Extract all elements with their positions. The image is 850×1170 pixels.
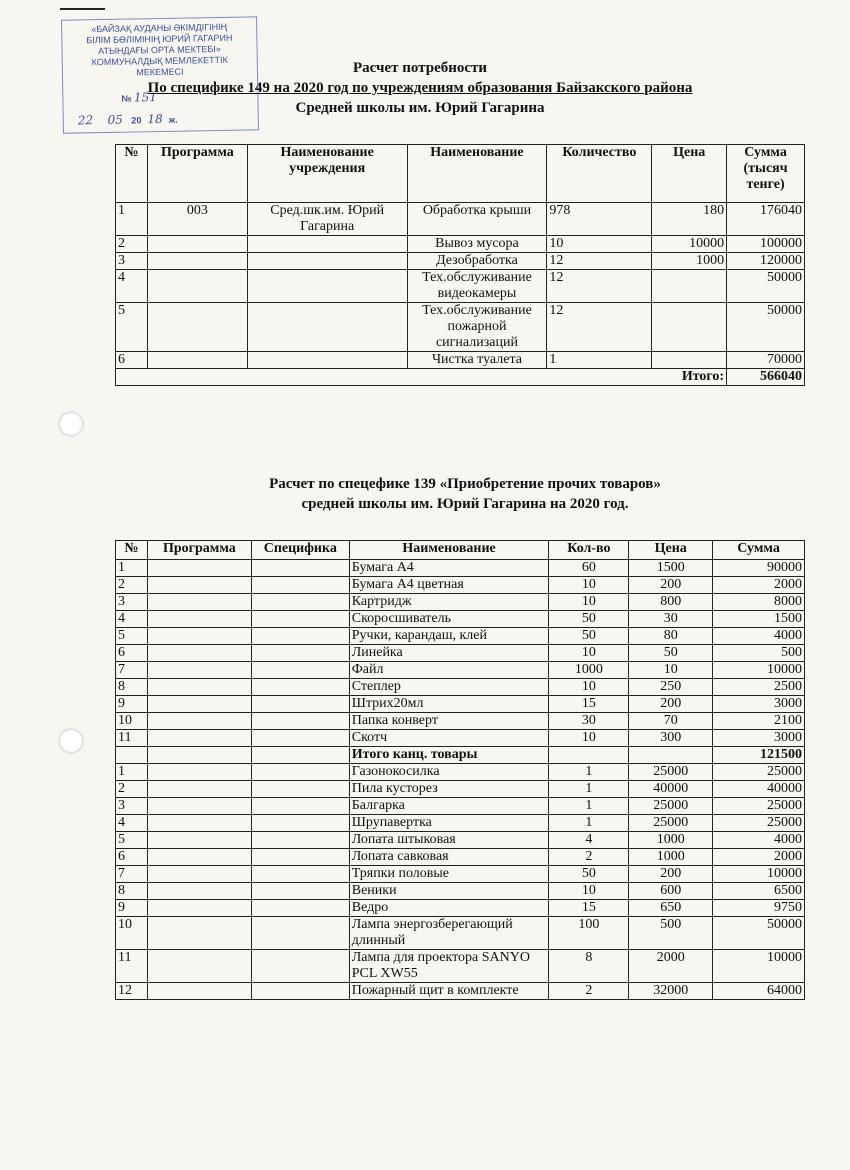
row-number: 11 [116,730,148,747]
program-cell [147,253,247,270]
table-row [116,849,805,866]
program-cell [147,560,251,577]
table-row [116,645,805,662]
item-name-cell: Тех.обслуживание видеокамеры [407,270,547,303]
row-number: 4 [116,815,148,832]
spec-cell [251,713,349,730]
doc2-title: Расчет по спецефике 139 «Приобретение прочих товаров» средней школы им. Юрий Гагарина на 2020 год. [269,476,661,512]
program-cell [147,950,251,983]
col-header: Сумма (тысяч тенге) [727,145,805,203]
program-cell [147,696,251,713]
total-label: Итого: [116,369,727,386]
row-number: 8 [116,883,148,900]
institution-cell [247,303,407,352]
spec-cell [251,866,349,883]
sum-cell: 8000 [713,594,805,611]
quantity-cell: 978 [547,203,652,236]
spec-cell [251,611,349,628]
item-name-cell: Лампа для проектора SANYO PCL XW55 [349,950,549,983]
quantity-cell: 2 [549,849,629,866]
institution-cell [247,236,407,253]
price-cell: 10000 [652,236,727,253]
program-cell [147,594,251,611]
item-name-cell: Чистка туалета [407,352,547,369]
quantity-cell: 12 [547,253,652,270]
sum-cell: 3000 [713,696,805,713]
col-header: № [116,145,148,203]
col-header: Количество [547,145,652,203]
quantity-cell: 1 [547,352,652,369]
item-name-cell: Скоросшиватель [349,611,549,628]
price-cell: 1000 [629,832,713,849]
sum-cell: 100000 [727,236,805,253]
table-row [116,611,805,628]
item-name-cell: Тряпки половые [349,866,549,883]
price-cell: 25000 [629,798,713,815]
sum-cell: 3000 [713,730,805,747]
institution-cell [247,270,407,303]
table-row [116,662,805,679]
subtotal-value: 121500 [713,747,805,764]
price-cell: 50 [629,645,713,662]
quantity-cell: 1000 [549,662,629,679]
row-number: 5 [116,303,148,352]
item-name-cell: Пожарный щит в комплекте [349,983,549,1000]
item-name-cell: Дезобработка [407,253,547,270]
program-cell [147,764,251,781]
table-row [116,900,805,917]
sum-cell: 50000 [727,303,805,352]
price-cell: 800 [629,594,713,611]
punch-hole [60,730,82,752]
subtotal-label: Итого канц. товары [349,747,549,764]
spec-cell [251,849,349,866]
table-row [116,594,805,611]
row-number: 1 [116,203,148,236]
table-row [116,730,805,747]
quantity-cell: 10 [549,594,629,611]
doc1-table [115,144,805,386]
sum-cell: 10000 [713,866,805,883]
program-cell [147,352,247,369]
table-row [116,203,805,236]
item-name-cell: Файл [349,662,549,679]
item-name-cell: Пила кусторез [349,781,549,798]
institution-cell: Сред.шк.им. Юрий Гагарина [247,203,407,236]
item-name-cell: Линейка [349,645,549,662]
row-number: 6 [116,352,148,369]
quantity-cell: 15 [549,900,629,917]
sum-cell: 50000 [713,917,805,950]
item-name-cell: Папка конверт [349,713,549,730]
sum-cell: 120000 [727,253,805,270]
table-row [116,577,805,594]
row-number: 6 [116,849,148,866]
table-row [116,950,805,983]
col-header: Программа [147,145,247,203]
item-name-cell: Бумага А4 [349,560,549,577]
item-name-cell: Обработка крыши [407,203,547,236]
item-name-cell: Ручки, карандаш, клей [349,628,549,645]
program-cell [147,645,251,662]
price-cell: 600 [629,883,713,900]
table-row [116,352,805,369]
sum-cell: 2100 [713,713,805,730]
sum-cell: 25000 [713,764,805,781]
quantity-cell: 10 [547,236,652,253]
row-number: 12 [116,983,148,1000]
price-cell: 32000 [629,983,713,1000]
row-number: 3 [116,253,148,270]
table-row [116,815,805,832]
quantity-cell: 10 [549,679,629,696]
price-cell [652,270,727,303]
spec-cell [251,730,349,747]
price-cell: 30 [629,611,713,628]
sum-cell: 6500 [713,883,805,900]
item-name-cell: Газонокосилка [349,764,549,781]
price-cell: 40000 [629,781,713,798]
price-cell: 500 [629,917,713,950]
spec-cell [251,781,349,798]
table-row [116,679,805,696]
empty-cell [251,747,349,764]
spec-cell [251,577,349,594]
row-number: 1 [116,560,148,577]
price-cell: 10 [629,662,713,679]
program-cell [147,611,251,628]
table-row [116,696,805,713]
stamp-line: «БАЙЗАҚ АУДАНЫ ӘКІМДІГІНІҢ [91,21,228,35]
sum-cell: 10000 [713,662,805,679]
table-row [116,798,805,815]
sum-cell: 2500 [713,679,805,696]
spec-cell [251,950,349,983]
spec-cell [251,662,349,679]
item-name-cell: Бумага А4 цветная [349,577,549,594]
spec-cell [251,815,349,832]
stamp-date: 22 05 20 18 ж. [77,111,178,128]
program-cell [147,713,251,730]
item-name-cell: Балгарка [349,798,549,815]
quantity-cell: 50 [549,628,629,645]
program-cell [147,662,251,679]
item-name-cell: Лопата савковая [349,849,549,866]
price-cell: 200 [629,577,713,594]
table-row [116,917,805,950]
price-cell: 180 [652,203,727,236]
col-header: Наименование учреждения [247,145,407,203]
row-number: 5 [116,628,148,645]
row-number: 8 [116,679,148,696]
price-cell: 1500 [629,560,713,577]
sum-cell: 40000 [713,781,805,798]
program-cell [147,577,251,594]
sum-cell: 176040 [727,203,805,236]
price-cell [652,303,727,352]
item-name-cell: Шрупавертка [349,815,549,832]
item-name-cell: Вывоз мусора [407,236,547,253]
spec-cell [251,594,349,611]
empty-cell [116,747,148,764]
row-number: 10 [116,713,148,730]
sum-cell: 10000 [713,950,805,983]
item-name-cell: Тех.обслуживание пожарной сигнализаций [407,303,547,352]
quantity-cell: 4 [549,832,629,849]
col-header: Сумма [713,541,805,560]
table-row [116,236,805,253]
program-cell [147,832,251,849]
sum-cell: 4000 [713,628,805,645]
spec-cell [251,900,349,917]
spec-cell [251,917,349,950]
row-number: 6 [116,645,148,662]
sum-cell: 70000 [727,352,805,369]
stamp-line: КОММУНАЛДЫҚ МЕМЛЕКЕТТІК [91,54,228,68]
stamp-line: БІЛІМ БӨЛІМІНІҢ ЮРИЙ ГАГАРИН [86,32,233,46]
row-number: 11 [116,950,148,983]
quantity-cell: 30 [549,713,629,730]
spec-cell [251,696,349,713]
program-cell [147,679,251,696]
row-number: 2 [116,236,148,253]
row-number: 7 [116,866,148,883]
program-cell [147,730,251,747]
price-cell: 25000 [629,815,713,832]
sum-cell: 90000 [713,560,805,577]
program-cell [147,917,251,950]
total-value: 566040 [727,369,805,386]
table-row [116,270,805,303]
program-cell [147,866,251,883]
col-header: Кол-во [549,541,629,560]
price-cell: 200 [629,866,713,883]
sum-cell: 50000 [727,270,805,303]
program-cell [147,900,251,917]
program-cell [147,815,251,832]
program-cell [147,883,251,900]
institution-cell [247,253,407,270]
doc2-table [115,540,805,1000]
price-cell: 1000 [652,253,727,270]
quantity-cell: 2 [549,983,629,1000]
price-cell: 1000 [629,849,713,866]
sum-cell: 4000 [713,832,805,849]
program-cell [147,798,251,815]
stamp-line: АТЫНДАҒЫ ОРТА МЕКТЕБІ» [98,43,221,57]
sum-cell: 2000 [713,577,805,594]
quantity-cell: 10 [549,883,629,900]
quantity-cell: 50 [549,866,629,883]
price-cell: 300 [629,730,713,747]
price-cell: 25000 [629,764,713,781]
table-row [116,628,805,645]
quantity-cell: 12 [547,270,652,303]
row-number: 4 [116,611,148,628]
program-cell [147,303,247,352]
table-row [116,713,805,730]
spec-cell [251,983,349,1000]
quantity-cell: 12 [547,303,652,352]
spec-cell [251,628,349,645]
table-row [116,832,805,849]
quantity-cell: 50 [549,611,629,628]
row-number: 10 [116,917,148,950]
row-number: 2 [116,781,148,798]
sum-cell: 64000 [713,983,805,1000]
quantity-cell: 10 [549,577,629,594]
col-header: Специфика [251,541,349,560]
row-number: 3 [116,594,148,611]
price-cell: 2000 [629,950,713,983]
item-name-cell: Веники [349,883,549,900]
quantity-cell: 1 [549,815,629,832]
table-row [116,303,805,352]
price-cell: 80 [629,628,713,645]
spec-cell [251,764,349,781]
empty-cell [629,747,713,764]
spec-cell [251,679,349,696]
col-header: Программа [147,541,251,560]
col-header: № [116,541,148,560]
quantity-cell: 1 [549,798,629,815]
quantity-cell: 60 [549,560,629,577]
price-cell [652,352,727,369]
row-number: 2 [116,577,148,594]
price-cell: 70 [629,713,713,730]
table-row [116,781,805,798]
price-cell: 650 [629,900,713,917]
program-cell [147,270,247,303]
table-row [116,764,805,781]
program-cell [147,983,251,1000]
total-row [116,369,805,386]
institution-cell [247,352,407,369]
table-row [116,883,805,900]
item-name-cell: Картридж [349,594,549,611]
program-cell [147,628,251,645]
empty-cell [549,747,629,764]
sum-cell: 9750 [713,900,805,917]
row-number: 1 [116,764,148,781]
row-number: 3 [116,798,148,815]
program-cell [147,236,247,253]
row-number: 9 [116,900,148,917]
sum-cell: 25000 [713,798,805,815]
doc1-title: Расчет потребности По специфике 149 на 2020 год по учреждениям образования Байзакского района Средней школы им. Юрий Гагарина [147,60,693,116]
sum-cell: 500 [713,645,805,662]
item-name-cell: Ведро [349,900,549,917]
spec-cell [251,832,349,849]
quantity-cell: 10 [549,645,629,662]
table-row [116,253,805,270]
quantity-cell: 8 [549,950,629,983]
table-row [116,866,805,883]
spec-cell [251,883,349,900]
col-header: Наименование [407,145,547,203]
col-header: Цена [629,541,713,560]
program-cell [147,781,251,798]
sum-cell: 2000 [713,849,805,866]
spec-cell [251,798,349,815]
sum-cell: 25000 [713,815,805,832]
item-name-cell: Лопата штыковая [349,832,549,849]
punch-hole [60,413,82,435]
quantity-cell: 10 [549,730,629,747]
stamp-line: МЕКЕМЕСІ [136,66,184,78]
quantity-cell: 100 [549,917,629,950]
row-number: 9 [116,696,148,713]
quantity-cell: 1 [549,781,629,798]
program-cell [147,849,251,866]
scan-mark [60,8,105,10]
table-row [116,560,805,577]
item-name-cell: Лампа энергозберегающий длинный [349,917,549,950]
spec-cell [251,560,349,577]
program-cell: 003 [147,203,247,236]
sum-cell: 1500 [713,611,805,628]
quantity-cell: 15 [549,696,629,713]
col-header: Цена [652,145,727,203]
item-name-cell: Степлер [349,679,549,696]
col-header: Наименование [349,541,549,560]
item-name-cell: Скотч [349,730,549,747]
table-row [116,983,805,1000]
stamp-number: № 151 [121,90,157,105]
item-name-cell: Штрих20мл [349,696,549,713]
row-number: 7 [116,662,148,679]
row-number: 4 [116,270,148,303]
subtotal-row [116,747,805,764]
spec-cell [251,645,349,662]
empty-cell [147,747,251,764]
price-cell: 250 [629,679,713,696]
price-cell: 200 [629,696,713,713]
quantity-cell: 1 [549,764,629,781]
row-number: 5 [116,832,148,849]
